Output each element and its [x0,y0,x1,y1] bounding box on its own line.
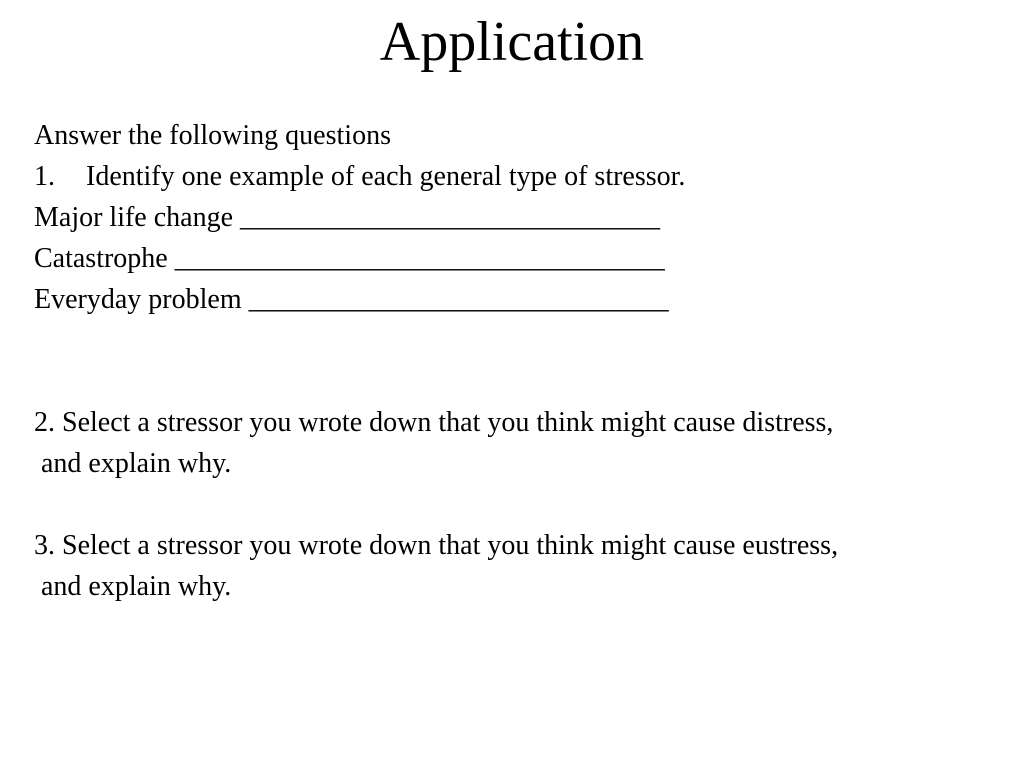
intro-text: Answer the following questions [34,120,391,151]
spacer [34,361,1019,402]
question-2-line-2: and explain why. [41,448,232,479]
stressor-major-life-change [34,197,1019,238]
spacer [34,320,1019,361]
question-3-line-1: 3. Select a stressor you wrote down that you think might cause eustress, [34,530,839,561]
answer-blank: ______________________________ [240,202,661,233]
stressor-catastrophe [34,238,1019,279]
stressor-label: Everyday problem [34,284,242,315]
question-1-number: 1. [34,161,55,192]
slide-title: Application [379,11,645,73]
stressor-everyday-problem [34,279,1019,320]
question-1-text: Identify one example of each general type of stressor. [86,161,686,192]
question-3-line-2: and explain why. [41,571,232,602]
answer-blank: ___________________________________ [174,243,665,274]
stressor-label: Catastrophe [34,243,168,274]
answer-blank: ______________________________ [248,284,669,315]
slide-body [34,115,1019,607]
question-1 [34,156,1019,197]
question-2-line-1: 2. Select a stressor you wrote down that you think might cause distress, [34,407,834,438]
spacer [34,484,1019,525]
stressor-label: Major life change [34,202,234,233]
